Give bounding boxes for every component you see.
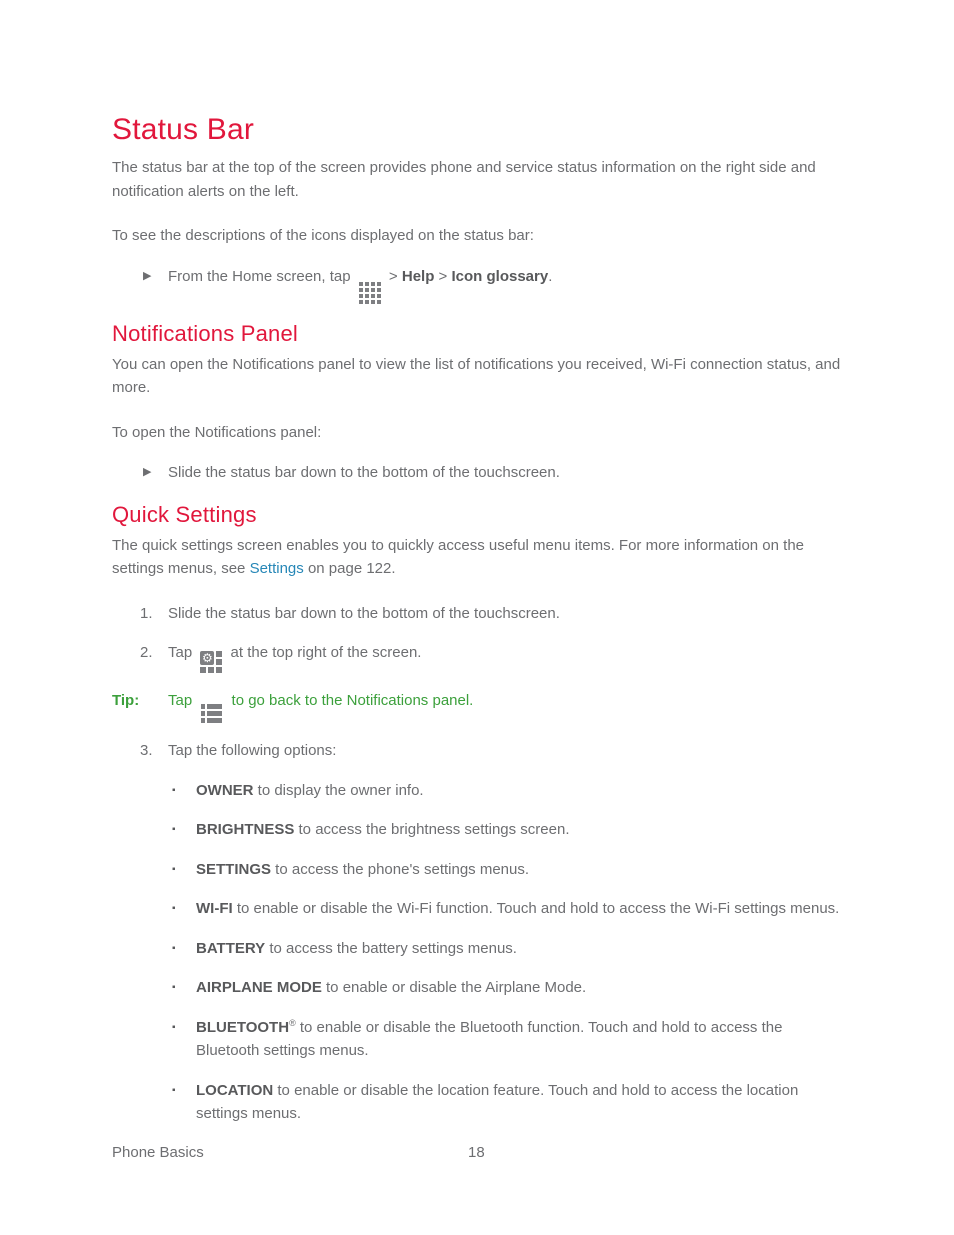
status-bar-intro: The status bar at the top of the screen provides phone and service status information on the right side and notification alerts on the left. [112, 159, 816, 200]
square-bullet-icon: ▪ [172, 1084, 176, 1096]
option-desc: to access the battery settings menus. [265, 939, 517, 957]
step-post-text: at the top right of the screen. [226, 644, 422, 661]
square-bullet-icon: ▪ [172, 942, 176, 954]
option-owner [112, 779, 849, 803]
notifications-panel-bullet-text: Slide the status bar down to the bottom of the touchscreen. [168, 464, 560, 481]
intro-pre-text: The quick settings screen enables you to quickly access useful menu items. For more information on the settings menus, see [112, 536, 804, 577]
status-bar-bullet [112, 265, 849, 304]
step-text: Tap the following options: [168, 742, 337, 759]
status-bar-bullet-text [168, 265, 849, 304]
option-desc: to enable or disable the Wi-Fi function. Touch and hold to access the Wi-Fi settings menus. [232, 900, 840, 917]
gear-icon: ⚙ [201, 651, 213, 665]
help-menu-label: Help [401, 267, 435, 285]
tip-note [112, 689, 849, 723]
separator: > [384, 267, 402, 285]
arrow-bullet-icon: ▶ [143, 466, 152, 478]
option-desc: to enable or disable the location feature. Touch and hold to access the location settings menus. [196, 1081, 799, 1122]
heading-status-bar: Status Bar [112, 113, 255, 146]
sentence-end: . [548, 267, 553, 285]
status-bar-lead-in: To see the descriptions of the icons displayed on the status bar: [112, 227, 534, 244]
step-pre-text: Tap [168, 644, 197, 661]
notifications-panel-lead-in: To open the Notifications panel: [112, 423, 322, 441]
page-content [112, 112, 849, 1142]
option-name: OWNER [196, 781, 254, 799]
step-2 [112, 641, 849, 673]
option-desc: to enable or disable the Bluetooth function. Touch and hold to access the Bluetooth settings menus. [196, 1018, 783, 1059]
registered-mark: ® [289, 1017, 296, 1028]
option-bluetooth [112, 1016, 849, 1063]
step-number: 3. [140, 742, 153, 759]
tip-label: Tip: [112, 692, 140, 709]
notifications-panel-intro: You can open the Notifications panel to view the list of notifications you received, Wi-Fi connection status, and more. [112, 355, 841, 396]
quick-settings-intro [112, 534, 849, 581]
notifications-list-icon [201, 704, 222, 723]
square-bullet-icon: ▪ [172, 824, 176, 835]
apps-grid-icon [359, 282, 381, 304]
settings-link[interactable]: Settings [249, 560, 304, 577]
option-name: AIRPLANE MODE [196, 979, 322, 996]
icon-glossary-label: Icon glossary [451, 267, 549, 285]
option-wifi [112, 897, 849, 921]
step-number: 2. [140, 644, 153, 661]
notifications-panel-bullet [112, 461, 849, 485]
square-bullet-icon: ▪ [172, 1021, 176, 1033]
footer-section-label: Phone Basics [112, 1144, 204, 1161]
tip-text [168, 689, 849, 723]
arrow-bullet-icon: ▶ [143, 269, 152, 282]
option-name: LOCATION [196, 1081, 274, 1099]
option-airplane-mode [112, 976, 849, 1000]
tip-post-text: to go back to the Notifications panel. [227, 692, 474, 709]
square-bullet-icon: ▪ [172, 903, 176, 914]
heading-notifications-panel: Notifications Panel [112, 320, 299, 346]
option-name: BATTERY [196, 939, 266, 957]
step-text: Slide the status bar down to the bottom of the touchscreen. [168, 604, 560, 622]
separator: > [434, 267, 452, 285]
option-desc: to display the owner info. [253, 781, 424, 799]
option-name: BLUETOOTH [196, 1018, 290, 1036]
step-1 [112, 602, 849, 626]
option-desc: to enable or disable the Airplane Mode. [321, 979, 587, 996]
option-name: WI-FI [196, 900, 233, 917]
square-bullet-icon: ▪ [172, 863, 176, 875]
option-desc: to access the brightness settings screen. [294, 821, 570, 838]
step-text [168, 641, 849, 673]
intro-post-text: on page 122. [303, 560, 396, 577]
option-name: BRIGHTNESS [196, 821, 295, 838]
quick-settings-icon [200, 651, 222, 673]
option-location [112, 1079, 849, 1126]
step-number: 1. [140, 604, 153, 622]
page-footer [0, 1141, 954, 1165]
square-bullet-icon: ▪ [172, 784, 176, 796]
footer-page-number: 18 [468, 1144, 485, 1161]
heading-quick-settings: Quick Settings [112, 501, 257, 527]
square-bullet-icon: ▪ [172, 982, 176, 993]
option-name: SETTINGS [196, 860, 272, 878]
step-3 [112, 739, 849, 763]
option-desc: to access the phone's settings menus. [271, 860, 530, 878]
option-brightness [112, 818, 849, 842]
option-battery [112, 937, 849, 961]
tip-pre-text: Tap [168, 692, 197, 709]
bullet-pre-text: From the Home screen, tap [168, 267, 355, 285]
option-settings [112, 858, 849, 882]
